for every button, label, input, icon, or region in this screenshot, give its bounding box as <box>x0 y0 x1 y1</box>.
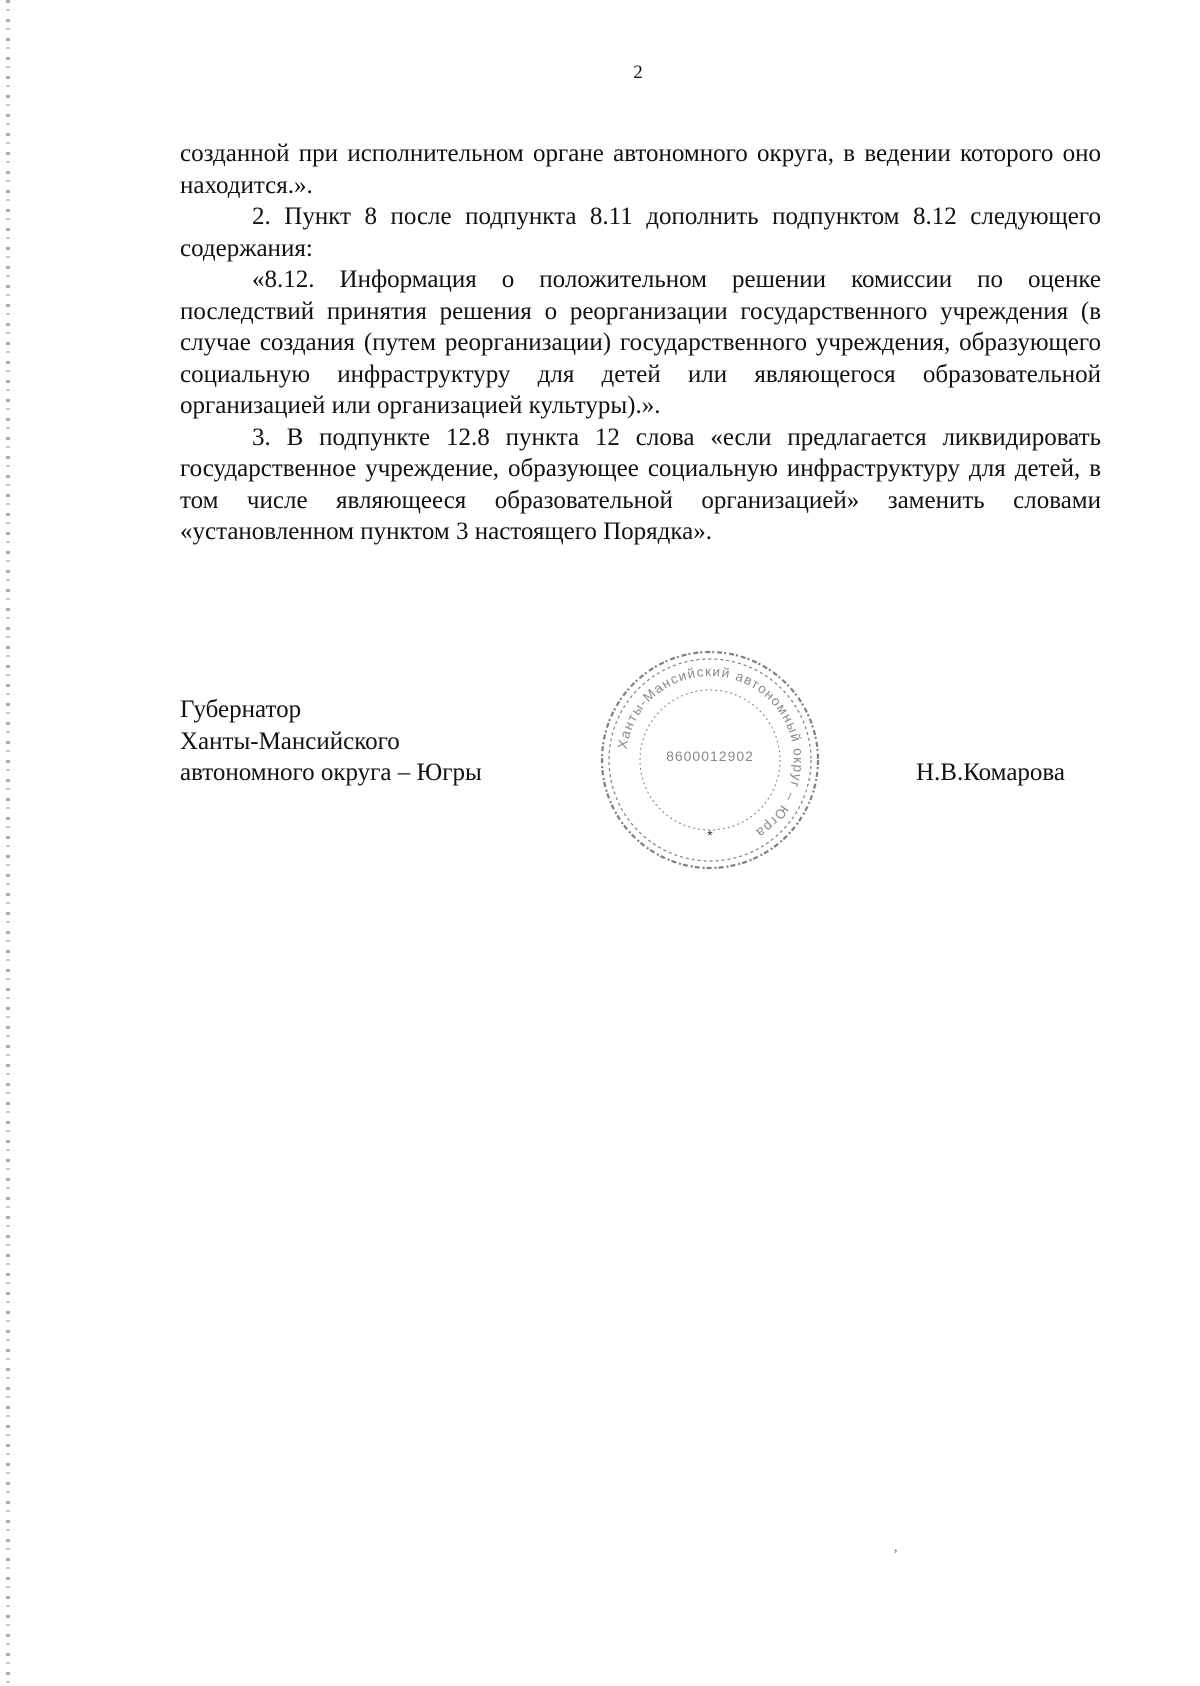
signature-title-line: Губернатор <box>180 696 302 723</box>
seal-center-number: 8600012902 <box>666 748 754 764</box>
signature-title-block <box>180 694 482 789</box>
document-body <box>180 138 1101 548</box>
paragraph-continuation: созданной при исполнительном органе автономного округа, в ведении которого оно находится.». <box>180 140 1101 199</box>
signature-title-line: Ханты-Мансийского <box>180 727 400 755</box>
paragraph-item-2: 2. Пункт 8 после подпункта 8.11 дополнить подпунктом 8.12 следующего содержания: <box>180 203 1101 262</box>
signature-title-line: автономного округа – Югры <box>180 759 482 786</box>
paragraph-item-3: 3. В подпункте 12.8 пункта 12 слова «если предлагается ликвидировать государственное учреждение, образующее социальную инфраструктуру для детей, в том числе являющееся образовательной организацией» заменить словами «установленном пунктом 3 настоящего Порядка». <box>180 423 1101 545</box>
scan-speck: , <box>894 1540 898 1555</box>
seal-ring-text: Ханты-Мансийский автономный округ – Югра <box>614 663 807 842</box>
seal-star-icon: * <box>707 827 713 843</box>
official-seal-stamp <box>590 640 830 880</box>
paragraph-quote-8-12: «8.12. Информация о положительном решении комиссии по оценке последствий принятия решения о реорганизации государственного учреждения (в случае создания (путем реорганизации) государственного учреждения, образующего социальную инфраструктуру для детей или являющегося образовательной организацией или организацией культуры).». <box>180 266 1101 419</box>
scan-edge-artifact <box>6 0 10 1686</box>
signatory-name: Н.В.Комарова <box>916 759 1065 786</box>
page-number: 2 <box>633 62 643 83</box>
